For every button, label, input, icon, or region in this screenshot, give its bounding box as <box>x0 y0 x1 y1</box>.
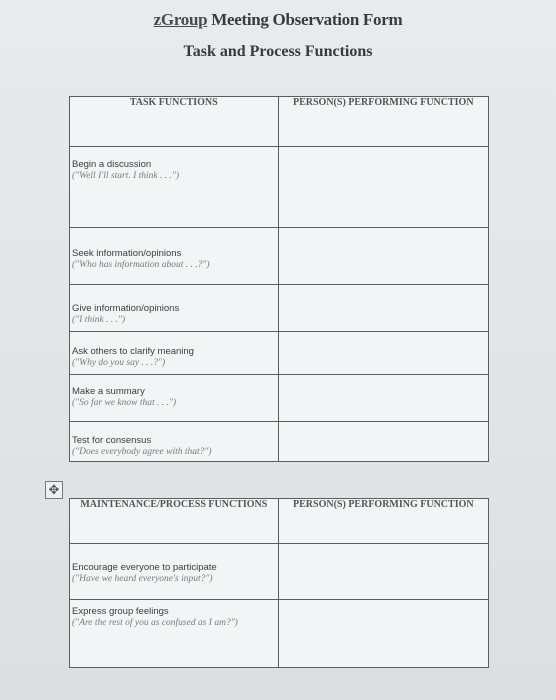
table-row <box>70 544 489 600</box>
function-cell <box>70 375 279 422</box>
person-input-cell[interactable] <box>278 600 488 668</box>
title-brand: zGroup <box>153 10 208 29</box>
function-example: ("Does everybody agree with that?") <box>72 447 212 457</box>
function-cell <box>70 285 279 332</box>
function-example: ("Are the rest of you as confused as I am?") <box>72 618 238 628</box>
table-row <box>70 375 489 422</box>
function-label: Make a summary <box>72 386 145 397</box>
function-cell <box>70 332 279 375</box>
function-label: Seek information/opinions <box>72 248 182 259</box>
function-cell <box>70 147 279 228</box>
maintenance-functions-header: MAINTENANCE/PROCESS FUNCTIONS <box>70 499 279 544</box>
function-example: ("So far we know that . . .") <box>72 398 177 408</box>
function-label: Test for consensus <box>72 435 152 446</box>
function-label: Express group feelings <box>72 606 169 617</box>
function-label: Begin a discussion <box>72 159 152 170</box>
function-example: ("Have we heard everyone's input?") <box>72 574 213 584</box>
person-input-cell[interactable] <box>278 375 488 422</box>
table-header-row <box>70 499 489 544</box>
move-icon[interactable]: ✥ <box>45 481 63 499</box>
person-input-cell[interactable] <box>278 285 488 332</box>
function-label: Encourage everyone to participate <box>72 562 217 573</box>
table-row <box>70 285 489 332</box>
function-cell <box>70 422 279 462</box>
maintenance-functions-table <box>69 498 489 668</box>
function-example: ("Who has information about . . .?") <box>72 260 210 270</box>
function-cell <box>70 228 279 285</box>
person-input-cell[interactable] <box>278 544 488 600</box>
function-cell <box>70 600 279 668</box>
page-subtitle: Task and Process Functions <box>183 43 373 60</box>
function-label: Give information/opinions <box>72 303 180 314</box>
title-rest: Meeting Observation Form <box>207 10 403 29</box>
table-row <box>70 147 489 228</box>
function-label: Ask others to clarify meaning <box>72 346 194 357</box>
function-example: ("Well I'll start. I think . . .") <box>72 171 180 181</box>
person-performing-header: PERSON(S) PERFORMING FUNCTION <box>278 499 488 544</box>
person-input-cell[interactable] <box>278 228 488 285</box>
table-row <box>70 228 489 285</box>
person-performing-header: PERSON(S) PERFORMING FUNCTION <box>278 97 488 147</box>
page-title <box>0 10 556 30</box>
function-cell <box>70 544 279 600</box>
table-header-row <box>70 97 489 147</box>
function-example: ("I think . . .") <box>72 315 126 325</box>
person-input-cell[interactable] <box>278 332 488 375</box>
person-input-cell[interactable] <box>278 147 488 228</box>
task-functions-header: TASK FUNCTIONS <box>70 97 279 147</box>
person-input-cell[interactable] <box>278 422 488 462</box>
function-example: ("Why do you say . . .?") <box>72 358 166 368</box>
table-row <box>70 422 489 462</box>
task-functions-table <box>69 96 489 462</box>
table-row <box>70 600 489 668</box>
table-row <box>70 332 489 375</box>
